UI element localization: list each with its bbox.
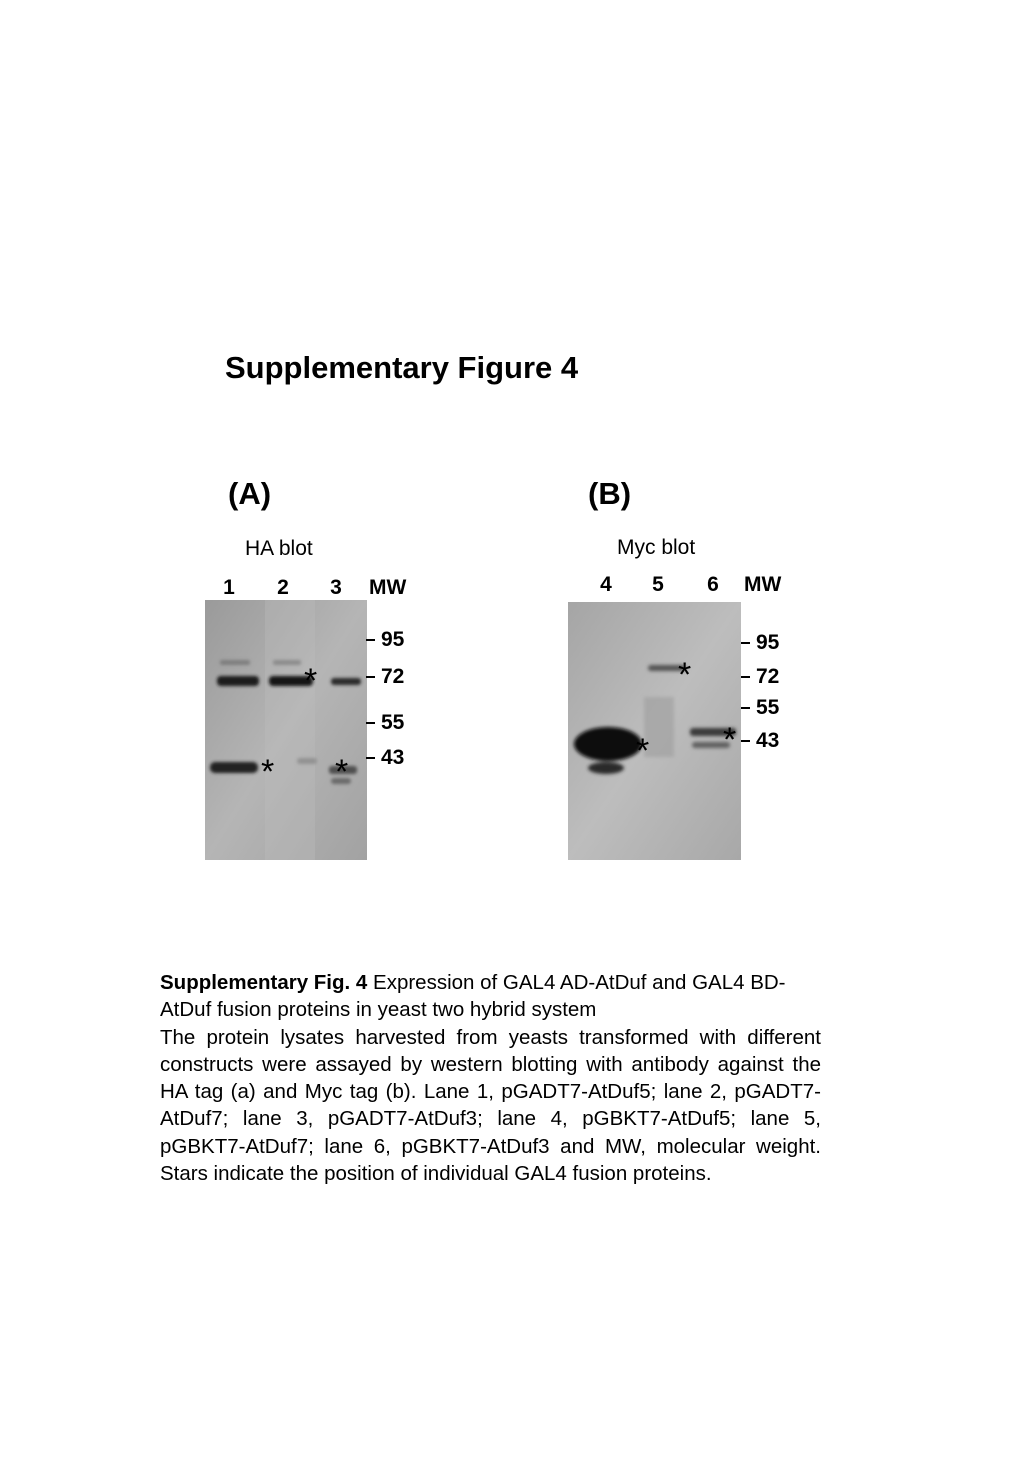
panel-b-mw-marker-95: 95 [741, 631, 779, 655]
panel-a-mw-marker-55: 55 [366, 711, 404, 735]
caption-heading [160, 969, 821, 1024]
panel-b-star-lane-5: * [678, 656, 692, 694]
lane-label-6: 6 [707, 573, 719, 596]
caption-heading-text: Expression of GAL4 AD-AtDuf and GAL4 BD-AtDuf fusion proteins in yeast two hybrid system [160, 971, 786, 1022]
panel-b-gel-image [568, 602, 741, 860]
figure-caption [160, 969, 821, 1187]
panel-b-blot-title: Myc blot [617, 536, 696, 559]
panel-a-star-lane-1: * [261, 753, 275, 791]
panel-b-star-lane-4: * [636, 732, 650, 770]
panel-a-mw-marker-43: 43 [366, 746, 404, 770]
lane-label-5: 5 [652, 573, 664, 596]
panel-a-star-lane-3: * [335, 753, 349, 791]
panel-b-mw-marker-72: 72 [741, 665, 779, 689]
panel-a-label: (A) [228, 476, 272, 511]
lane-label-2: 2 [277, 576, 289, 599]
panel-a-gel-image [205, 600, 367, 860]
panel-b-mw-marker-55: 55 [741, 696, 779, 720]
lane-label-3: 3 [330, 576, 342, 599]
panel-b-mw-header: MW [744, 573, 782, 596]
caption-body: The protein lysates harvested from yeasts transformed with different constructs were assayed by western blotting with antibody against the HA tag (a) and Myc tag (b). Lane 1, pGADT7-AtDuf5; lane 2, pGADT7-AtDuf7; lane 3, pGADT7-AtDuf3; lane 4, pGBKT7-AtDuf5; lane 5, pGBKT7-AtDuf7; lane 6, pGBKT7-AtDuf3 and MW, molecular weight. Stars indicate the position of individual GAL4 fusion proteins. [160, 1025, 821, 1186]
panel-b-mw-marker-43: 43 [741, 729, 779, 753]
panel-a-star-lane-2-upper: * [304, 662, 318, 700]
panel-b-star-lane-6: * [723, 721, 737, 759]
lane-label-4: 4 [600, 573, 612, 596]
page-title: Supplementary Figure 4 [225, 350, 579, 385]
panel-a-mw-marker-95: 95 [366, 628, 404, 652]
panel-a-mw-marker-72: 72 [366, 665, 404, 689]
panel-b-label: (B) [588, 476, 632, 511]
lane-label-1: 1 [223, 576, 235, 599]
panel-a-mw-header: MW [369, 576, 407, 599]
panel-a-blot-title: HA blot [245, 537, 313, 560]
caption-lead: Supplementary Fig. 4 [160, 971, 368, 994]
